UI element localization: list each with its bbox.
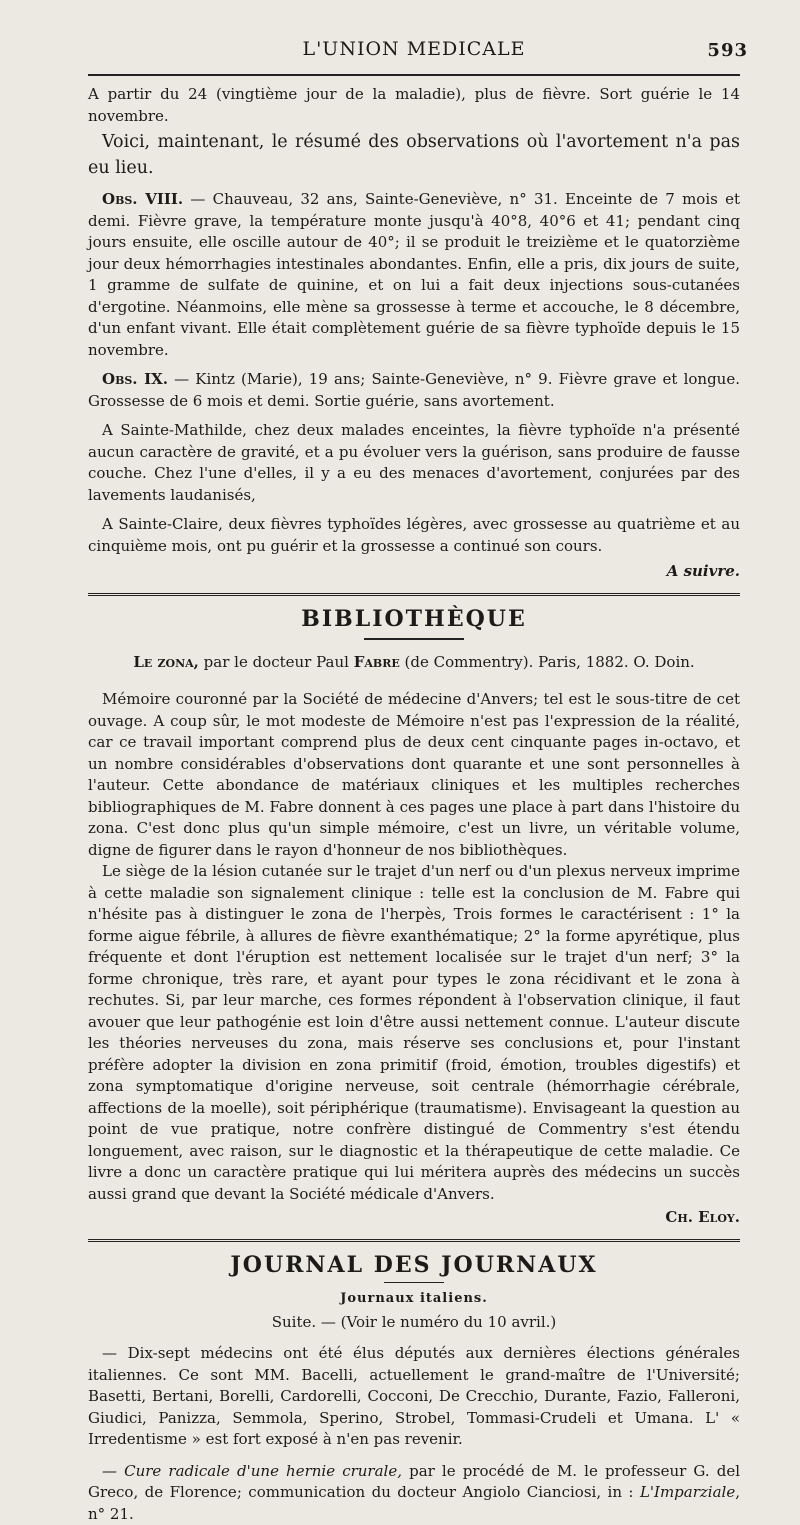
to-be-continued: A suivre. [88, 561, 740, 583]
paragraph-summary-intro: Voici, maintenant, le résumé des observations où l'avortement n'a pas eu lieu. [88, 129, 740, 181]
hernia-journal: L'Imparziale [640, 1483, 735, 1501]
book-ref-end: (de Commentry). Paris, 1882. O. Doin. [400, 653, 695, 671]
book-reference [88, 652, 740, 674]
review-signature: Ch. Eloy. [88, 1207, 740, 1229]
hernia-end: , n° 21. [88, 1483, 740, 1523]
running-title: L'UNION MEDICALE [88, 38, 740, 60]
section-title-bibliotheque: BIBLIOTHÈQUE [88, 606, 740, 632]
review-paragraph-1: Mémoire couronné par la Société de médecine d'Anvers; tel est le sous-titre de cet ouvage. A coup sûr, le mot modeste de Mémoire n'est pas l'expression de la réalité, car ce travail important comprend plus de deux cent cinquante pages in-octavo, et un nombre considérables d'observations dont quarante et une sont personnelles à l'auteur. Cette abondance de matériaux cliniques et les multiples recherches bibliographiques de M. Fabre donnent à ces pages une place à part dans l'histoire du zona. C'est donc plus qu'un simple mémoire, c'est un livre, un véritable volume, digne de figurer dans le rayon d'honneur de nos bibliothèques. [88, 689, 740, 861]
page-number: 593 [707, 40, 748, 61]
paragraph-sainte-mathilde: A Sainte-Mathilde, chez deux malades enceintes, la fièvre typhoïde n'a présenté aucun caractère de gravité, et a pu évoluer vers la guérison, sans produire de fausse couche. Chez l'une d'elles, il y a eu des menaces d'avortement, conjurées par des lavements laudanisés, [88, 420, 740, 506]
journal-paragraph-deputies: — Dix-sept médecins ont été élus députés aux dernières élections générales italiennes. Ce sont MM. Bacelli, actuellement le grand-maître de l'Université; Basetti, Bertani, Borelli, Cardorelli, Cocconi, De Crecchio, Durante, Fazio, Falleroni, Giudici, Panizza, Semmola, Sperino, Strobel, Tommasi-Crudeli et Umana. L' « Irredentisme » est fort exposé à n'en pas revenir. [88, 1343, 740, 1451]
header-rule [88, 74, 740, 76]
journal-subtitle: Journaux italiens. [88, 1291, 740, 1306]
title-underline [364, 638, 464, 640]
journal-paragraph-hernia [88, 1461, 740, 1525]
book-author: Fabre [354, 653, 400, 671]
section-rule-journal [88, 1239, 740, 1244]
observation-viii [88, 189, 740, 361]
book-title: Le zona, [133, 653, 199, 671]
section-title-journal: JOURNAL DES JOURNAUX [88, 1252, 740, 1278]
paragraph-sainte-claire: A Sainte-Claire, deux fièvres typhoïdes légères, avec grossesse au quatrième et au cinquième mois, ont pu guérir et la grossesse a continué son cours. [88, 514, 740, 557]
hernia-text: par le procédé de M. le professeur G. del Greco, de Florence; communication du docteur Angiolo Cianciosi, in : [88, 1462, 740, 1502]
journal-suite: Suite. — (Voir le numéro du 10 avril.) [88, 1312, 740, 1334]
section-rule-bibliotheque [88, 593, 740, 598]
hernia-title: — Cure radicale d'une hernie crurale, [102, 1462, 402, 1480]
paragraph-fever-end: A partir du 24 (vingtième jour de la maladie), plus de fièvre. Sort guérie le 14 novembre. [88, 84, 740, 127]
observation-ix [88, 369, 740, 412]
review-paragraph-2: Le siège de la lésion cutanée sur le trajet d'un nerf ou d'un plexus nerveux imprime à cette maladie son signalement clinique : telle est la conclusion de M. Fabre qui n'hésite pas à distinguer le zona de l'herpès, Trois formes le caractérisent : 1° la forme aigue fébrile, à allures de fièvre exanthématique; 2° la forme apyrétique, plus fréquente et dont l'éruption est nettement localisée sur le trajet d'un nerf; 3° la forme chronique, très rare, et ayant pour types le zona récidivant et le zona à rechutes. Si, par leur marche, ces formes répondent à l'observation clinique, il faut avouer que leur pathogénie est loin d'être aussi nettement connue. L'auteur discute les théories nerveuses du zona, mais réserve ses conclusions et, pour l'instant préfère adopter la division en zona primitif (froid, émotion, troubles digestifs) et zona symptomatique d'origine nerveuse, soit centrale (hémorrhagie cérébrale, affections de la moelle), soit périphérique (traumatisme). Envisageant la question au point de vue pratique, notre confrère distingué de Commentry s'est étendu longuement, avec raison, sur le diagnostic et la thérapeutique de cette maladie. Ce livre a donc un caractère pratique qui lui méritera auprès des médecins un succès aussi grand que devant la Société médicale d'Anvers. [88, 861, 740, 1205]
observation-viii-text: — Chauveau, 32 ans, Sainte-Geneviève, n° 31. Enceinte de 7 mois et demi. Fièvre grave, la température monte jusqu'à 40°8, 40°6 et 41; pendant cinq jours ensuite, elle oscille autour de 40°; il se produit le treizième et le quatorzième jour deux hémorrhagies intestinales abondantes. Enfin, elle a pris, dix jours de suite, 1 gramme de sulfate de quinine, et on lui a fait deux injections sous-cutanées d'ergotine. Néanmoins, elle mène sa grossesse à terme et accouche, le 8 décembre, d'un enfant vivant. Elle était complètement guérie de sa fièvre typhoïde depuis le 15 novembre. [88, 190, 740, 359]
journal-underline [384, 1282, 444, 1283]
book-ref-mid: par le docteur Paul [199, 653, 354, 671]
observation-viii-label: Obs. VIII. [102, 190, 183, 208]
running-head [88, 30, 740, 64]
observation-ix-label: Obs. IX. [102, 370, 168, 388]
observation-ix-text: — Kintz (Marie), 19 ans; Sainte-Geneviève, n° 9. Fièvre grave et longue. Grossesse de 6 mois et demi. Sortie guérie, sans avortement. [88, 370, 740, 410]
